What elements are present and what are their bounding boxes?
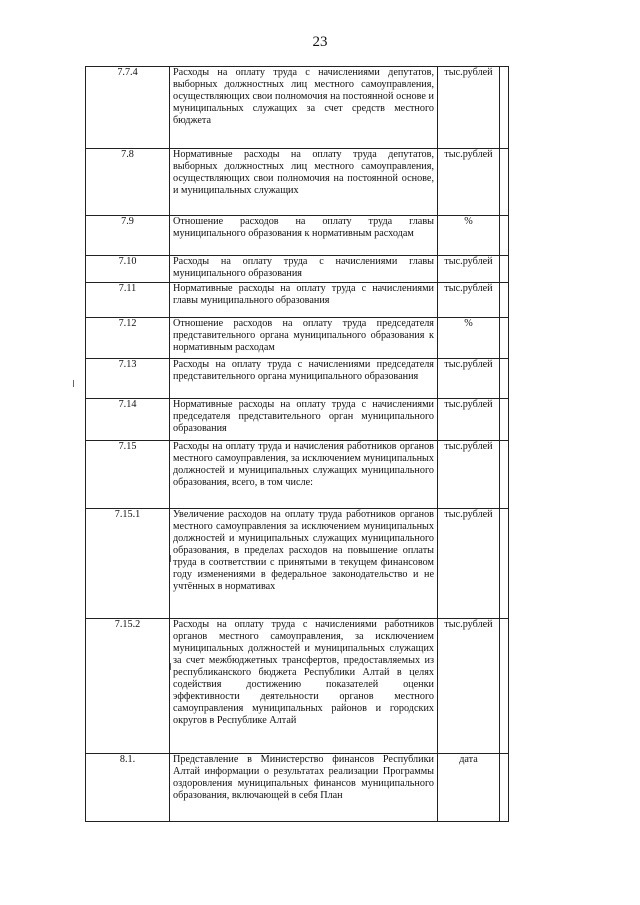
row-description: Расходы на оплату труда с начислениями работников органов местного самоуправления, за исключением муниципальных должностей и муниципальных служащих за счет межбюджетных трансфертов, предоставляемых из республиканского бюджета Республики Алтай в целях содействия достижению показателей оценки эффективности деятельности органов местного самоуправления муниципальных районов и городских округов в Республике Алтай — [170, 619, 438, 754]
row-empty-cell — [500, 619, 509, 754]
table-row — [86, 441, 509, 509]
row-number: 7.15.2 — [86, 619, 170, 754]
row-description: Расходы на оплату труда и начисления работников органов местного самоуправления, за исключением муниципальных должностей и муниципальных служащих муниципального образования, всего, в том числе: — [170, 441, 438, 509]
row-description: Нормативные расходы на оплату труда депутатов, выборных должностных лиц местного самоуправления, осуществляющих свои полномочия на постоянной основе, и муниципальных служащих — [170, 149, 438, 216]
row-empty-cell — [500, 754, 509, 822]
row-unit: % — [438, 318, 500, 359]
row-description: Расходы на оплату труда с начислениями председателя представительного органа муниципального образования — [170, 359, 438, 399]
row-empty-cell — [500, 399, 509, 441]
table-row — [86, 754, 509, 822]
row-number: 7.8 — [86, 149, 170, 216]
margin-mark — [73, 380, 74, 387]
row-number: 7.11 — [86, 283, 170, 318]
row-unit: тыс.рублей — [438, 441, 500, 509]
row-unit: дата — [438, 754, 500, 822]
row-unit: тыс.рублей — [438, 509, 500, 619]
table-row — [86, 283, 509, 318]
row-unit: тыс.рублей — [438, 619, 500, 754]
row-empty-cell — [500, 149, 509, 216]
table-row — [86, 318, 509, 359]
row-description: Нормативные расходы на оплату труда с начислениями главы муниципального образования — [170, 283, 438, 318]
row-number: 7.7.4 — [86, 67, 170, 149]
row-empty-cell — [500, 256, 509, 283]
row-empty-cell — [500, 283, 509, 318]
row-unit: тыс.рублей — [438, 359, 500, 399]
table-row — [86, 256, 509, 283]
row-unit: тыс.рублей — [438, 283, 500, 318]
row-description: Расходы на оплату труда с начислениями главы муниципального образования — [170, 256, 438, 283]
row-description: Увеличение расходов на оплату труда работников органов местного самоуправления за исключением муниципальных должностей и муниципальных служащих муниципального образования, в пределах расходов на повышение оплаты труда в соответствии с принятыми в текущем финансовом году изменениями в федеральное законодательство и не учтённых в нормативах — [170, 509, 438, 619]
row-unit: % — [438, 216, 500, 256]
margin-mark — [170, 555, 171, 562]
row-description: Нормативные расходы на оплату труда с начислениями председателя представительного орган муниципального образования — [170, 399, 438, 441]
row-description: Расходы на оплату труда с начислениями депутатов, выборных должностных лиц местного самоуправления, осуществляющих свои полномочия на постоянной основе и муниципальных служащих за счет средств местного бюджета — [170, 67, 438, 149]
table-row — [86, 399, 509, 441]
row-unit: тыс.рублей — [438, 149, 500, 216]
row-empty-cell — [500, 67, 509, 149]
table-row — [86, 67, 509, 149]
row-description: Отношение расходов на оплату труда председателя представительного органа муниципального образования к нормативным расходам — [170, 318, 438, 359]
row-empty-cell — [500, 441, 509, 509]
table-row — [86, 509, 509, 619]
table-row — [86, 149, 509, 216]
row-description: Представление в Министерство финансов Республики Алтай информации о результатах реализации Программы оздоровления муниципальных финансов муниципального образования, включающей в себя План — [170, 754, 438, 822]
row-number: 7.14 — [86, 399, 170, 441]
row-description: Отношение расходов на оплату труда главы муниципального образования к нормативным расходам — [170, 216, 438, 256]
table-row — [86, 216, 509, 256]
row-empty-cell — [500, 359, 509, 399]
row-number: 7.12 — [86, 318, 170, 359]
row-empty-cell — [500, 318, 509, 359]
table-row — [86, 359, 509, 399]
row-unit: тыс.рублей — [438, 67, 500, 149]
row-number: 7.10 — [86, 256, 170, 283]
row-number: 7.15 — [86, 441, 170, 509]
row-unit: тыс.рублей — [438, 256, 500, 283]
margin-mark — [170, 663, 171, 670]
indicators-table — [85, 66, 509, 822]
page-number: 23 — [312, 34, 328, 50]
row-empty-cell — [500, 216, 509, 256]
row-number: 7.9 — [86, 216, 170, 256]
row-number: 7.13 — [86, 359, 170, 399]
row-unit: тыс.рублей — [438, 399, 500, 441]
row-number: 7.15.1 — [86, 509, 170, 619]
row-number: 8.1. — [86, 754, 170, 822]
row-empty-cell — [500, 509, 509, 619]
table-row — [86, 619, 509, 754]
